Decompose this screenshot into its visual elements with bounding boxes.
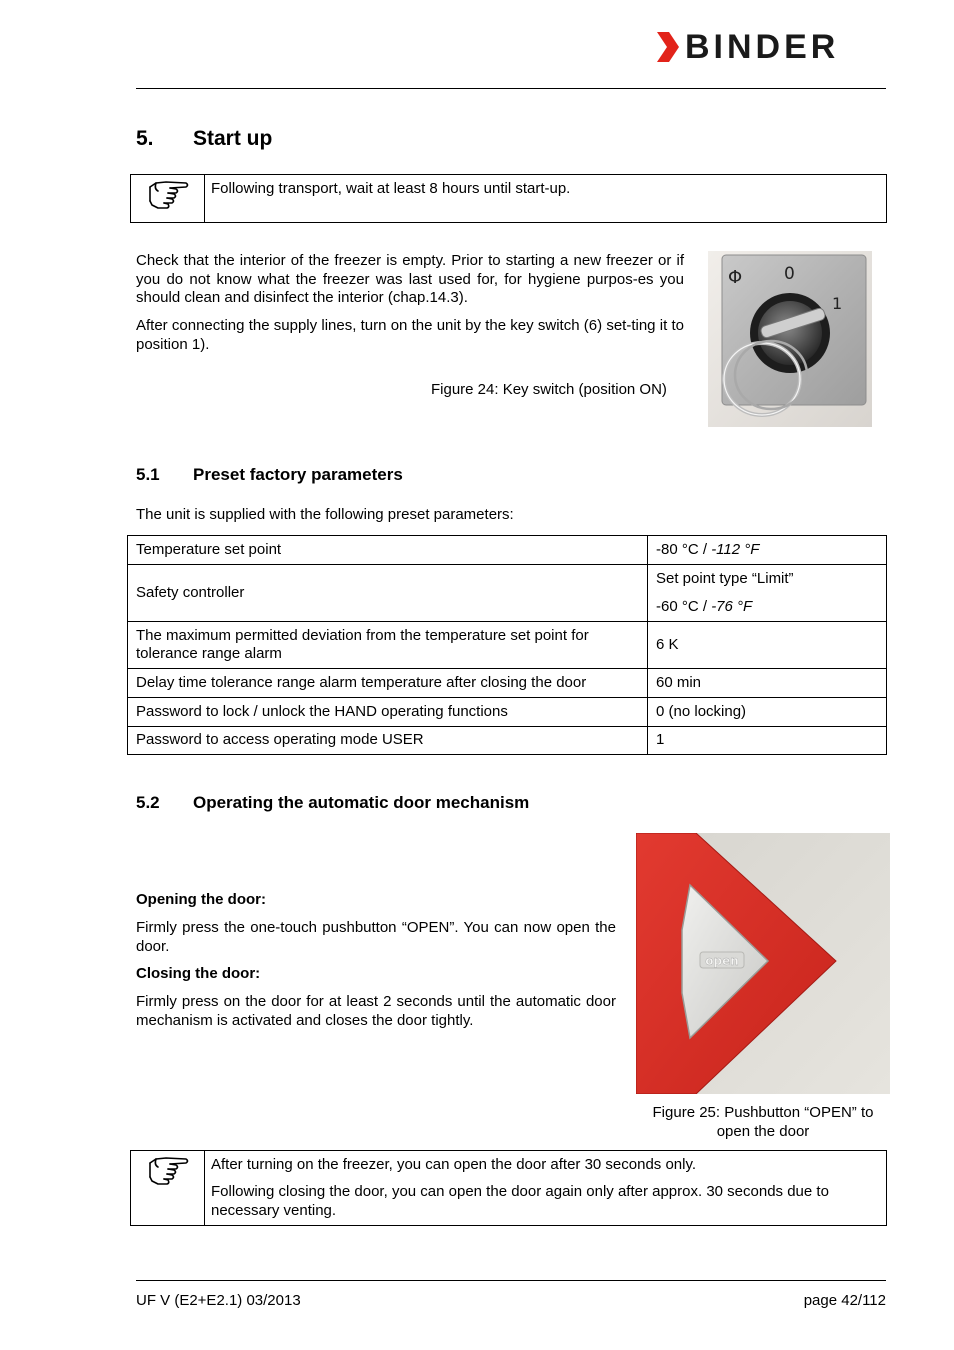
table-cell: Password to access operating mode USER bbox=[128, 727, 648, 755]
logo-arrow-icon bbox=[655, 32, 681, 62]
key-switch-image bbox=[708, 251, 872, 427]
note-box-transport bbox=[130, 174, 887, 223]
subsection-5-2-title: 5.2 Operating the automatic door mechanism bbox=[136, 793, 530, 812]
note-text: Following transport, wait at least 8 hours until start-up. bbox=[211, 180, 571, 197]
table-row bbox=[128, 698, 887, 727]
table-row bbox=[128, 565, 887, 622]
closing-door-text: Firmly press on the door for at least 2 seconds until the automatic door mechanism is activated and closes the door tightly. bbox=[136, 993, 616, 1029]
subsection-5-1-title: 5.1 Preset factory parameters bbox=[136, 465, 403, 484]
open-pushbutton-photo bbox=[636, 833, 890, 1094]
header-rule bbox=[136, 88, 886, 89]
preset-lead-text: The unit is supplied with the following preset parameters: bbox=[136, 506, 514, 523]
table-cell: 60 min bbox=[648, 669, 887, 698]
table-row bbox=[128, 727, 887, 755]
note-text: After turning on the freezer, you can open the door after 30 seconds only. bbox=[211, 1156, 697, 1173]
footer-page-number: page 42/112 bbox=[803, 1292, 886, 1309]
table-cell: 1 bbox=[648, 727, 887, 755]
table-row bbox=[128, 622, 887, 669]
pointing-hand-icon bbox=[146, 177, 190, 217]
table-cell: Password to lock / unlock the HAND operating functions bbox=[128, 698, 648, 727]
svg-text:Φ: Φ bbox=[728, 267, 743, 288]
pointing-hand-icon bbox=[146, 1153, 190, 1193]
table-row bbox=[128, 669, 887, 698]
table-cell: Safety controller bbox=[128, 565, 648, 622]
binder-logo bbox=[655, 30, 887, 64]
table-cell: 6 K bbox=[648, 622, 887, 669]
table-cell: Delay time tolerance range alarm temperature after closing the door bbox=[128, 669, 648, 698]
intro-paragraph-2: After connecting the supply lines, turn on the unit by the key switch (6) set-ting it to position 1). bbox=[136, 317, 684, 353]
brand-name: BINDER bbox=[685, 28, 840, 66]
svg-text:1: 1 bbox=[832, 294, 843, 313]
table-cell: -80 °C / -112 °F bbox=[648, 536, 887, 565]
opening-door-text: Firmly press the one-touch pushbutton “OPEN”. You can now open the door. bbox=[136, 919, 616, 955]
open-pushbutton-image bbox=[636, 833, 890, 1094]
footer-rule bbox=[136, 1280, 886, 1281]
figure-24-caption: Figure 24: Key switch (position ON) bbox=[431, 381, 667, 398]
note-box-door-timing bbox=[130, 1150, 887, 1226]
key-switch-photo bbox=[708, 251, 872, 427]
footer-doc-id: UF V (E2+E2.1) 03/2013 bbox=[136, 1292, 301, 1309]
table-cell: The maximum permitted deviation from the temperature set point for tolerance range alarm bbox=[128, 622, 648, 669]
preset-parameters-table bbox=[127, 535, 887, 755]
table-row bbox=[128, 536, 887, 565]
opening-door-heading: Opening the door: bbox=[136, 891, 266, 908]
table-cell: Temperature set point bbox=[128, 536, 648, 565]
note-text: Following closing the door, you can open the door again only after approx. 30 seconds due to necessary venting. bbox=[211, 1183, 829, 1219]
table-cell: Set point type “Limit” -60 °C / -76 °F bbox=[648, 565, 887, 622]
svg-text:0: 0 bbox=[784, 264, 795, 284]
figure-25-caption: Figure 25: Pushbutton “OPEN” to open the door bbox=[652, 1104, 874, 1140]
section-title: 5. Start up bbox=[136, 127, 273, 150]
closing-door-heading: Closing the door: bbox=[136, 965, 261, 982]
intro-paragraph: Check that the interior of the freezer is empty. Prior to starting a new freezer or if you do not know what the freezer was last used for, for hygiene purpos-es you should clean and disinfect the interior (chap.14.3). bbox=[136, 252, 684, 306]
svg-text:open: open bbox=[705, 954, 739, 968]
table-cell: 0 (no locking) bbox=[648, 698, 887, 727]
